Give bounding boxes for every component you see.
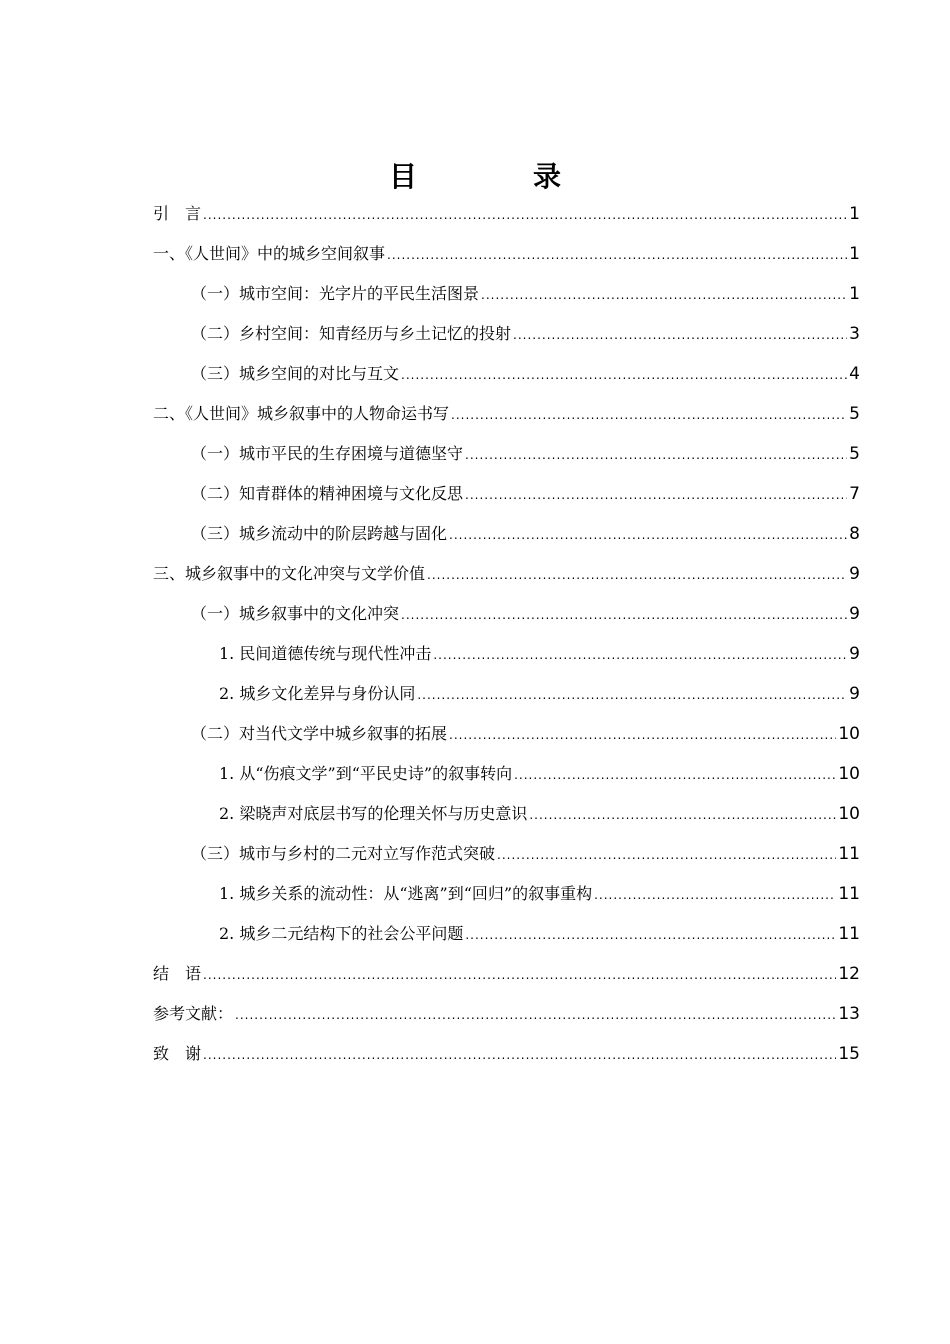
dot-leader — [465, 919, 836, 951]
toc-entry[interactable] — [153, 438, 860, 478]
toc-page-number: 5 — [849, 404, 860, 424]
dot-leader — [203, 959, 836, 991]
toc-page-number: 9 — [849, 564, 860, 584]
dot-leader — [449, 719, 836, 751]
dot-leader — [203, 1039, 836, 1071]
toc-entry[interactable] — [153, 838, 860, 878]
toc-page-number: 10 — [838, 804, 860, 824]
toc-entry[interactable] — [153, 638, 860, 678]
dot-leader — [514, 759, 836, 791]
toc-entry-title: 致 谢 — [153, 1044, 202, 1063]
toc-page-number: 1 — [849, 284, 860, 304]
toc-page-number: 1 — [849, 244, 860, 264]
toc-entry[interactable] — [153, 878, 860, 918]
toc-page-number: 7 — [849, 484, 860, 504]
dot-leader — [465, 439, 847, 471]
toc-entry[interactable] — [153, 278, 860, 318]
toc-entry-title: 引 言 — [153, 204, 202, 223]
dot-leader — [594, 879, 836, 911]
dot-leader — [401, 599, 847, 631]
toc-entry[interactable] — [153, 558, 860, 598]
dot-leader — [203, 199, 847, 231]
toc-entry-title: （三）城乡流动中的阶层跨越与固化 — [191, 524, 448, 543]
toc-page-number: 9 — [849, 644, 860, 664]
toc-entry[interactable] — [153, 918, 860, 958]
toc-entry[interactable] — [153, 798, 860, 838]
toc-entry[interactable] — [153, 358, 860, 398]
table-of-contents — [153, 198, 860, 1078]
toc-entry[interactable] — [153, 318, 860, 358]
toc-entry-title: （三）城乡空间的对比与互文 — [191, 364, 400, 383]
toc-entry[interactable] — [153, 1038, 860, 1078]
toc-page-number: 11 — [838, 884, 860, 904]
toc-page-number: 3 — [849, 324, 860, 344]
toc-page-number: 15 — [838, 1044, 860, 1064]
toc-page-number: 8 — [849, 524, 860, 544]
toc-entry-title: （二）乡村空间：知青经历与乡土记忆的投射 — [191, 324, 512, 343]
toc-entry-title: 1. 城乡关系的流动性：从“逃离”到“回归”的叙事重构 — [219, 884, 593, 903]
toc-page-number: 12 — [838, 964, 860, 984]
dot-leader — [387, 239, 847, 271]
toc-entry-title: （二）知青群体的精神困境与文化反思 — [191, 484, 464, 503]
toc-entry-title: 参考文献： — [153, 1004, 234, 1023]
toc-entry-title: 结 语 — [153, 964, 202, 983]
toc-entry-title: （二）对当代文学中城乡叙事的拓展 — [191, 724, 448, 743]
toc-page-number: 11 — [838, 924, 860, 944]
toc-entry[interactable] — [153, 758, 860, 798]
toc-entry-title: 1. 从“伤痕文学”到“平民史诗”的叙事转向 — [219, 764, 513, 783]
toc-entry-title: （三）城市与乡村的二元对立写作范式突破 — [191, 844, 496, 863]
toc-page-number: 10 — [838, 764, 860, 784]
dot-leader — [451, 399, 847, 431]
toc-page-number: 13 — [838, 1004, 860, 1024]
page-title: 目 录 — [388, 160, 605, 193]
dot-leader — [465, 479, 847, 511]
toc-entry-title: （一）城乡叙事中的文化冲突 — [191, 604, 400, 623]
toc-page-number: 11 — [838, 844, 860, 864]
toc-entry[interactable] — [153, 678, 860, 718]
dot-leader — [433, 639, 847, 671]
dot-leader — [401, 359, 847, 391]
toc-page-number: 9 — [849, 684, 860, 704]
toc-entry-title: 二、《人世间》城乡叙事中的人物命运书写 — [153, 404, 450, 423]
toc-entry-title: 1. 民间道德传统与现代性冲击 — [219, 644, 432, 663]
dot-leader — [417, 679, 847, 711]
toc-entry-title: （一）城市空间：光字片的平民生活图景 — [191, 284, 480, 303]
toc-entry[interactable] — [153, 518, 860, 558]
toc-entry[interactable] — [153, 398, 860, 438]
dot-leader — [529, 799, 836, 831]
dot-leader — [481, 279, 847, 311]
dot-leader — [513, 319, 847, 351]
toc-entry-title: （一）城市平民的生存困境与道德坚守 — [191, 444, 464, 463]
toc-entry[interactable] — [153, 238, 860, 278]
toc-page-number: 9 — [849, 604, 860, 624]
toc-entry[interactable] — [153, 998, 860, 1038]
toc-entry[interactable] — [153, 598, 860, 638]
toc-page-number: 1 — [849, 204, 860, 224]
dot-leader — [427, 559, 847, 591]
toc-entry[interactable] — [153, 198, 860, 238]
dot-leader — [235, 999, 836, 1031]
toc-page-number: 5 — [849, 444, 860, 464]
dot-leader — [497, 839, 836, 871]
toc-entry-title: 2. 梁晓声对底层书写的伦理关怀与历史意识 — [219, 804, 528, 823]
dot-leader — [449, 519, 847, 551]
toc-entry-title: 2. 城乡文化差异与身份认同 — [219, 684, 416, 703]
toc-entry-title: 一、《人世间》中的城乡空间叙事 — [153, 244, 386, 263]
toc-entry[interactable] — [153, 958, 860, 998]
toc-entry-title: 三、城乡叙事中的文化冲突与文学价值 — [153, 564, 426, 583]
toc-page-number: 4 — [849, 364, 860, 384]
toc-entry-title: 2. 城乡二元结构下的社会公平问题 — [219, 924, 464, 943]
toc-entry[interactable] — [153, 478, 860, 518]
toc-page-number: 10 — [838, 724, 860, 744]
toc-entry[interactable] — [153, 718, 860, 758]
